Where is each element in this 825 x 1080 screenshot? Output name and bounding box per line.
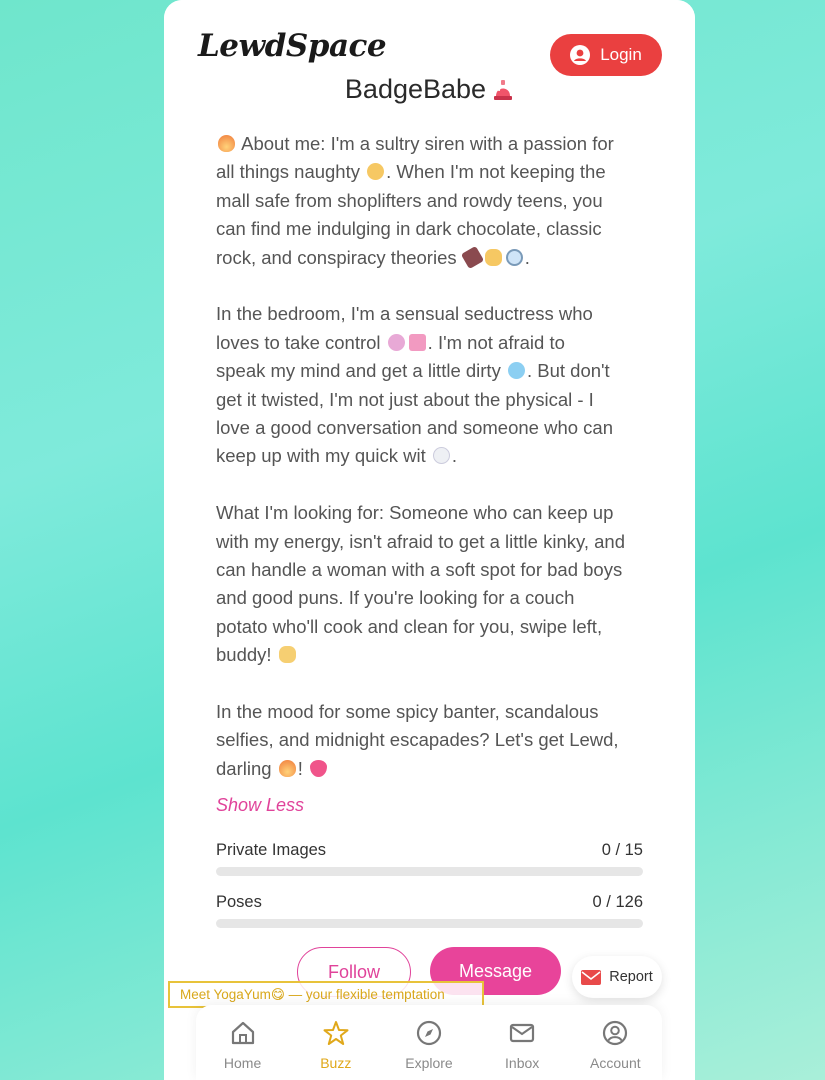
private-images-progress xyxy=(216,867,643,876)
bio-paragraph-1: About me: I'm a sultry siren with a passion for all things naughty . When I'm not keeping the mall safe from shoplifters and rowdy teens, you can find me indulging in dark chocolate, classic rock, and conspiracy theories . xyxy=(216,133,614,268)
nav-item-explore[interactable] xyxy=(389,1019,469,1071)
nav-item-account[interactable] xyxy=(575,1019,655,1071)
rock-hand-icon xyxy=(485,249,502,266)
profile-bio xyxy=(216,130,656,812)
nav-item-home[interactable] xyxy=(203,1019,283,1071)
stat-value: 0 / 15 xyxy=(601,841,643,859)
stat-value: 0 / 126 xyxy=(592,893,643,911)
waving-hand-icon xyxy=(279,646,296,663)
magnifier-icon xyxy=(506,249,523,266)
kiss-lips-icon xyxy=(310,760,327,777)
fire-icon xyxy=(218,135,235,152)
speech-bubble-icon xyxy=(433,447,450,464)
user-circle-icon xyxy=(570,45,590,65)
mail-icon xyxy=(508,1019,536,1047)
sweat-droplets-icon xyxy=(508,362,525,379)
profile-name-text: BadgeBabe xyxy=(344,74,487,104)
fire-icon xyxy=(279,760,296,777)
show-less-link[interactable]: Show Less xyxy=(216,795,305,815)
bio-paragraph-4: In the mood for some spicy banter, scandalous selfies, and midnight escapades? Let's get Lewd, darling ! xyxy=(216,701,619,779)
bio-paragraph-2: In the bedroom, I'm a sensual seductress who loves to take control . I'm not afraid to speak my mind and get a little dirty . But don't get it twisted, I'm not just about the physical - I love a good conversation and someone who can keep up with my quick wit . xyxy=(216,303,613,467)
nav-item-inbox[interactable] xyxy=(482,1019,562,1071)
compass-icon xyxy=(415,1019,443,1047)
nav-label: Inbox xyxy=(505,1055,540,1071)
report-button[interactable] xyxy=(572,956,662,998)
profile-name xyxy=(164,74,695,105)
app-logo[interactable]: LewdSpace xyxy=(198,28,387,64)
bio-paragraph-3: What I'm looking for: Someone who can keep up with my energy, isn't afraid to get a little kinky, and can handle a woman with a soft spot for bad boys and good puns. If you're looking for a couch potato who'll cook and clean for you, swipe left, buddy! xyxy=(216,502,626,666)
bottom-nav xyxy=(196,1005,662,1080)
stat-label: Poses xyxy=(216,893,262,911)
woman-tipping-hand-icon xyxy=(388,334,405,351)
nav-label: Buzz xyxy=(320,1055,352,1071)
follow-button[interactable]: Follow xyxy=(297,947,411,997)
nav-label: Explore xyxy=(405,1055,453,1071)
star-icon xyxy=(322,1019,350,1047)
chocolate-icon xyxy=(461,246,484,269)
report-mail-icon xyxy=(581,970,601,985)
poses-progress xyxy=(216,919,643,928)
login-label: Login xyxy=(600,45,642,64)
stat-label: Private Images xyxy=(216,841,327,859)
profile-card xyxy=(164,0,695,1080)
message-button[interactable]: Message xyxy=(430,947,561,995)
report-label: Report xyxy=(609,969,653,985)
promo-banner[interactable]: Meet YogaYum😋 — your flexible temptation xyxy=(168,981,484,1008)
account-icon xyxy=(601,1019,629,1047)
female-sign-icon xyxy=(409,334,426,351)
police-light-icon xyxy=(492,77,514,101)
poses-stat xyxy=(216,893,643,912)
nav-item-buzz[interactable] xyxy=(296,1019,376,1071)
smirk-face-icon xyxy=(367,163,384,180)
nav-label: Home xyxy=(223,1055,262,1071)
login-button[interactable] xyxy=(550,34,662,76)
private-images-stat xyxy=(216,841,643,860)
nav-label: Account xyxy=(590,1055,641,1071)
app-header xyxy=(164,0,695,84)
home-icon xyxy=(229,1019,257,1047)
